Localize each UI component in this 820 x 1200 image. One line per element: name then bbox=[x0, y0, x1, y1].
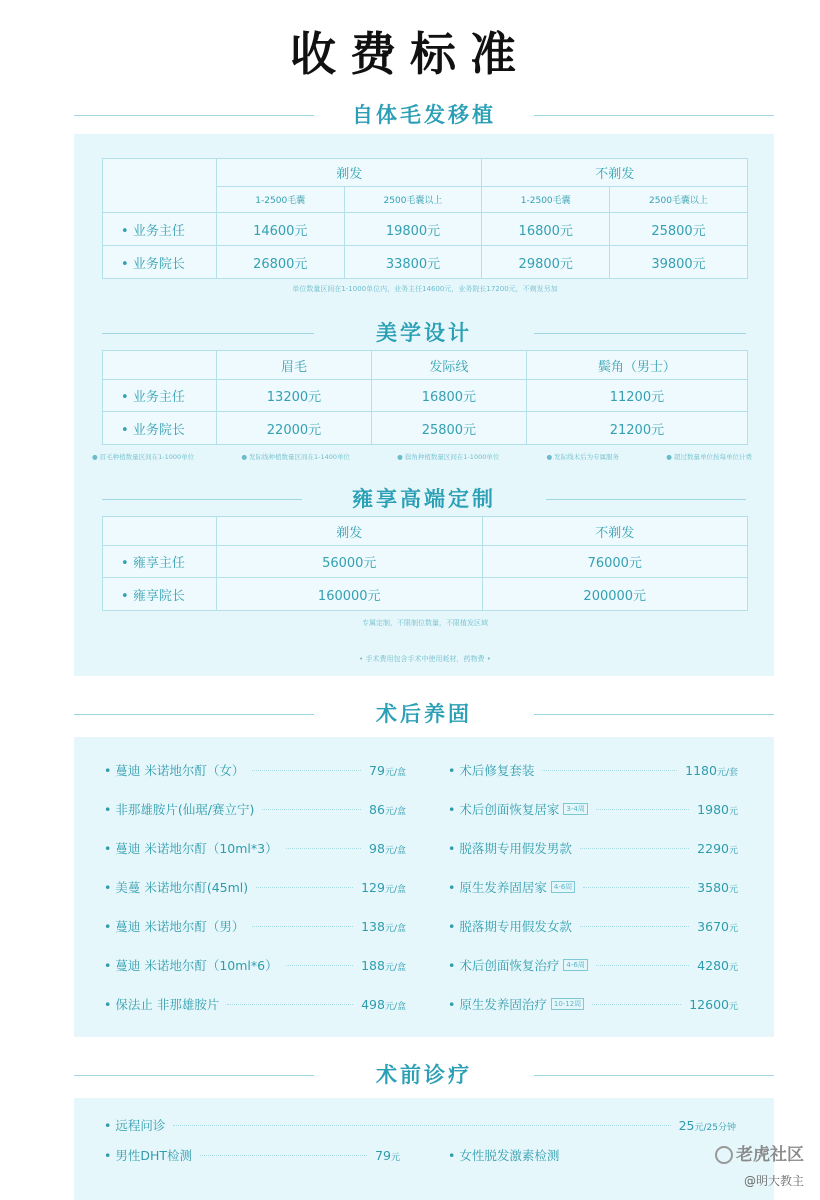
list-item bbox=[104, 953, 406, 977]
price-cell: 25800元 bbox=[371, 412, 526, 445]
item-name: • 蔓迪 米诺地尔酊（10ml*3） bbox=[104, 839, 278, 857]
item-name: • 术后修复套装 bbox=[448, 761, 534, 779]
item-price: 4280 bbox=[697, 957, 729, 973]
list-item bbox=[104, 875, 406, 899]
item-name: • 蔓迪 米诺地尔酊（男） bbox=[104, 917, 244, 935]
item-duration-tag: 4-6周 bbox=[551, 881, 575, 893]
item-price: 188 bbox=[361, 957, 385, 973]
sub-header: 2500毛囊以上 bbox=[344, 187, 482, 213]
item-name: • 术后创面恢复治疗 bbox=[448, 956, 559, 974]
item-price: 2290 bbox=[697, 840, 729, 856]
item-price: 138 bbox=[361, 918, 385, 934]
item-unit: 元/盒 bbox=[384, 1001, 406, 1012]
row-label: • 业务院长 bbox=[103, 246, 217, 279]
aesthetic-design-table bbox=[102, 350, 748, 445]
item-name: • 脱落期专用假发女款 bbox=[448, 917, 572, 935]
note-item: ● 鬓角种植数量区间在1-1000单位 bbox=[397, 452, 499, 461]
hair-transplant-table bbox=[102, 158, 748, 279]
price-cell: 56000元 bbox=[217, 546, 483, 578]
item-name: • 保法止 非那雄胺片 bbox=[104, 995, 219, 1013]
item-duration-tag: 3-4周 bbox=[563, 803, 587, 815]
price-cell: 19800元 bbox=[344, 213, 482, 246]
sub-header: 2500毛囊以上 bbox=[609, 187, 747, 213]
note-item: ● 发际线种植数量区间在1-1400单位 bbox=[241, 452, 350, 461]
section-title: 美学设计 bbox=[376, 321, 472, 345]
fee-footnote: • 手术费用包含手术中使用耗材，药物费 • bbox=[359, 655, 491, 663]
col-header: 眉毛 bbox=[217, 351, 372, 380]
item-unit: 元/盒 bbox=[384, 962, 406, 973]
price-cell: 21200元 bbox=[526, 412, 747, 445]
item-price: 86 bbox=[369, 801, 385, 817]
sub-header: 1-2500毛囊 bbox=[217, 187, 345, 213]
price-cell: 14600元 bbox=[217, 213, 345, 246]
price-cell: 39800元 bbox=[609, 246, 747, 279]
watermark-user: @明大教主 bbox=[743, 1174, 804, 1188]
item-price: 79 bbox=[369, 762, 385, 778]
list-item bbox=[448, 836, 738, 860]
item-unit: 元/盒 bbox=[384, 884, 406, 895]
item-name: • 女性脱发激素检测 bbox=[448, 1146, 559, 1164]
price-cell: 11200元 bbox=[526, 380, 747, 412]
item-name: • 术后创面恢复居家 bbox=[448, 800, 559, 818]
list-item bbox=[104, 836, 406, 860]
item-unit: 元/25分钟 bbox=[694, 1122, 736, 1133]
note-item: ● 超过数量单位按每单位计费 bbox=[666, 452, 752, 461]
list-item bbox=[448, 992, 738, 1016]
item-name: • 远程问诊 bbox=[104, 1116, 165, 1134]
item-unit: 元 bbox=[728, 884, 738, 895]
row-label: • 业务主任 bbox=[103, 380, 217, 412]
price-cell: 26800元 bbox=[217, 246, 345, 279]
item-name: • 非那雄胺片(仙琚/赛立宁) bbox=[104, 800, 254, 818]
list-item bbox=[448, 797, 738, 821]
item-unit: 元/盒 bbox=[384, 923, 406, 934]
col-noshave: 不剃发 bbox=[482, 159, 748, 187]
row-label: • 业务主任 bbox=[103, 213, 217, 246]
item-unit: 元 bbox=[728, 1001, 738, 1012]
section-header-hair-transplant bbox=[74, 98, 774, 132]
item-price: 12600 bbox=[689, 996, 729, 1012]
list-item bbox=[104, 758, 406, 782]
section-title: 术前诊疗 bbox=[376, 1063, 472, 1087]
list-item bbox=[104, 914, 406, 938]
item-price: 498 bbox=[361, 996, 385, 1012]
item-unit: 元 bbox=[728, 806, 738, 817]
item-name: • 脱落期专用假发男款 bbox=[448, 839, 572, 857]
section-header-aesthetic-design bbox=[74, 316, 774, 350]
list-item bbox=[448, 953, 738, 977]
item-price: 3580 bbox=[697, 879, 729, 895]
item-duration-tag: 4-6周 bbox=[563, 959, 587, 971]
hair-transplant-note: 单位数量区间在1-1000单位内，业务主任14600元，业务院长17200元，不剃发另加 bbox=[292, 285, 558, 293]
item-price: 79 bbox=[375, 1147, 391, 1163]
price-cell: 16800元 bbox=[371, 380, 526, 412]
premium-custom-table bbox=[102, 516, 748, 611]
item-name: • 蔓迪 米诺地尔酊（女） bbox=[104, 761, 244, 779]
item-name: • 美蔓 米诺地尔酊(45ml) bbox=[104, 878, 248, 896]
col-shave: 剃发 bbox=[217, 159, 482, 187]
item-unit: 元 bbox=[390, 1152, 400, 1163]
list-item bbox=[448, 914, 738, 938]
section-header-premium-custom bbox=[74, 482, 774, 516]
price-cell: 29800元 bbox=[482, 246, 610, 279]
item-price: 3670 bbox=[697, 918, 729, 934]
list-item bbox=[104, 1143, 400, 1167]
price-cell: 33800元 bbox=[344, 246, 482, 279]
price-cell: 16800元 bbox=[482, 213, 610, 246]
col-header: 鬓角（男士） bbox=[526, 351, 747, 380]
row-label: • 雍享院长 bbox=[103, 578, 217, 611]
list-item bbox=[104, 992, 406, 1016]
list-item bbox=[104, 797, 406, 821]
section-title: 术后养固 bbox=[376, 702, 472, 726]
list-item bbox=[448, 1143, 608, 1167]
section-title: 雍享高端定制 bbox=[352, 487, 496, 511]
row-label: • 业务院长 bbox=[103, 412, 217, 445]
item-name: • 原生发养固治疗 bbox=[448, 995, 547, 1013]
premium-note: 专属定制，不限制位数量，不限植发区域 bbox=[362, 619, 488, 627]
price-cell: 13200元 bbox=[217, 380, 372, 412]
aesthetic-notes bbox=[92, 452, 752, 461]
col-shave: 剃发 bbox=[217, 517, 483, 546]
item-unit: 元/盒 bbox=[384, 845, 406, 856]
item-unit: 元 bbox=[728, 845, 738, 856]
price-cell: 22000元 bbox=[217, 412, 372, 445]
item-price: 25 bbox=[678, 1117, 695, 1133]
page-title: 收费标准 bbox=[290, 27, 530, 81]
item-unit: 元 bbox=[728, 923, 738, 934]
col-noshave: 不剃发 bbox=[482, 517, 748, 546]
col-header: 发际线 bbox=[371, 351, 526, 380]
item-price: 129 bbox=[361, 879, 385, 895]
item-name: • 蔓迪 米诺地尔酊（10ml*6） bbox=[104, 956, 278, 974]
item-price: 98 bbox=[369, 840, 385, 856]
note-item: ● 眉毛种植数量区间在1-1000单位 bbox=[92, 452, 194, 461]
item-name: • 男性DHT检测 bbox=[104, 1146, 192, 1164]
item-unit: 元/套 bbox=[716, 767, 738, 778]
price-cell: 160000元 bbox=[217, 578, 483, 611]
item-name: • 原生发养固居家 bbox=[448, 878, 547, 896]
price-cell: 25800元 bbox=[609, 213, 747, 246]
item-price: 1180 bbox=[685, 762, 717, 778]
section-title: 自体毛发移植 bbox=[352, 103, 496, 127]
list-item bbox=[448, 758, 738, 782]
note-item: ● 发际线术后为专属服务 bbox=[546, 452, 619, 461]
section-header-pre-op-diagnosis bbox=[74, 1058, 774, 1092]
list-item bbox=[448, 875, 738, 899]
section-header-post-op-care bbox=[74, 697, 774, 731]
watermark-logo-icon bbox=[715, 1146, 733, 1164]
list-item bbox=[104, 1113, 736, 1137]
item-duration-tag: 10-12周 bbox=[551, 998, 584, 1010]
item-price: 1980 bbox=[697, 801, 729, 817]
watermark-brand: 老虎社区 bbox=[715, 1140, 804, 1165]
price-cell: 76000元 bbox=[482, 546, 748, 578]
sub-header: 1-2500毛囊 bbox=[482, 187, 610, 213]
item-unit: 元/盒 bbox=[384, 767, 406, 778]
row-label: • 雍享主任 bbox=[103, 546, 217, 578]
price-cell: 200000元 bbox=[482, 578, 748, 611]
item-unit: 元 bbox=[728, 962, 738, 973]
item-unit: 元/盒 bbox=[384, 806, 406, 817]
